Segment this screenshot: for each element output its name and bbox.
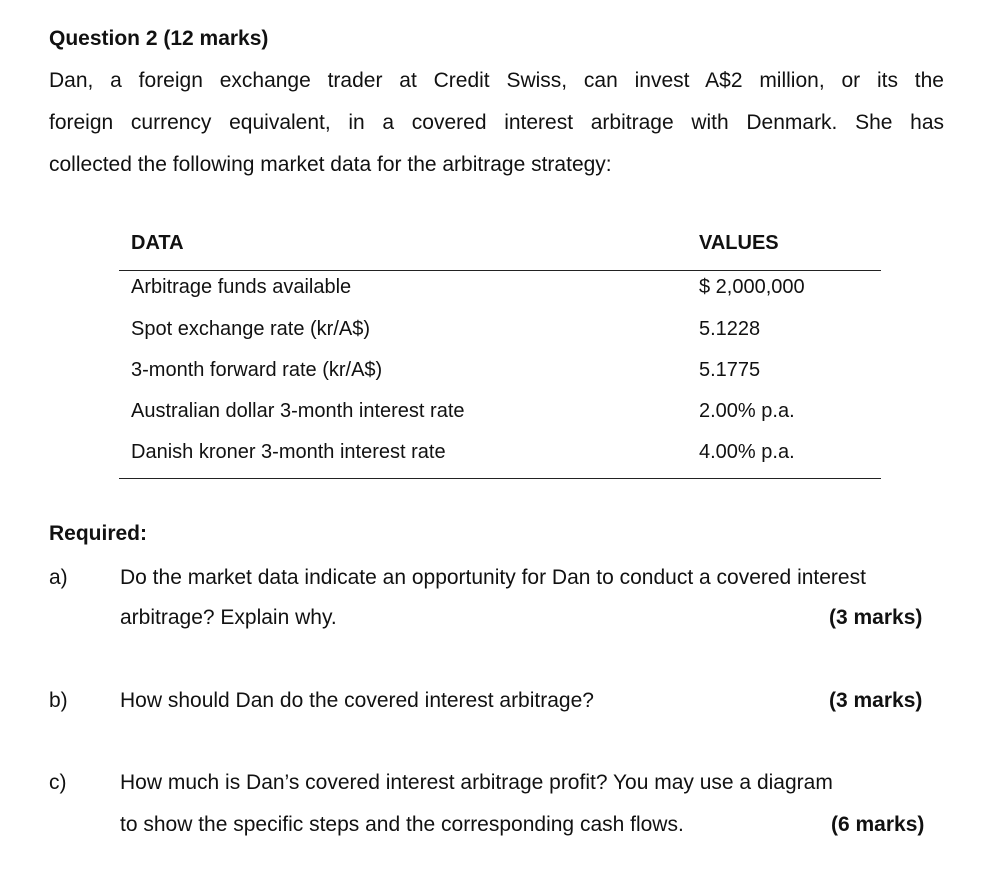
table-row-value: $ 2,000,000 xyxy=(699,276,805,298)
part-b-line-1: How should Dan do the covered interest arbitrage? xyxy=(120,689,594,712)
table-row-value: 2.00% p.a. xyxy=(699,400,795,422)
part-a-label: a) xyxy=(49,566,68,589)
part-c-label: c) xyxy=(49,771,67,794)
part-a-marks: (3 marks) xyxy=(829,606,923,629)
table-row-value: 4.00% p.a. xyxy=(699,441,795,463)
part-a-line-2: arbitrage? Explain why. xyxy=(120,606,337,629)
part-c-line-2: to show the specific steps and the corresponding cash flows. xyxy=(120,813,684,836)
table-header-data: DATA xyxy=(131,232,184,254)
table-bottom-rule xyxy=(119,478,881,479)
table-row-value: 5.1228 xyxy=(699,318,761,340)
intro-line-2: foreign currency equivalent, in a covered interest arbitrage with Denmark. She has xyxy=(49,111,944,134)
table-header-values: VALUES xyxy=(699,232,779,254)
table-row-label: 3-month forward rate (kr/A$) xyxy=(131,359,383,381)
part-a-line-1: Do the market data indicate an opportunity for Dan to conduct a covered interest xyxy=(120,566,866,589)
table-header-rule xyxy=(119,270,881,271)
question-title: Question 2 (12 marks) xyxy=(49,27,269,50)
intro-paragraph xyxy=(49,60,944,186)
table-row-label: Australian dollar 3-month interest rate xyxy=(131,400,465,422)
intro-line-3: collected the following market data for the arbitrage strategy: xyxy=(49,153,612,176)
part-c-line-1: How much is Dan’s covered interest arbitrage profit? You may use a diagram xyxy=(120,771,833,794)
required-heading: Required: xyxy=(49,522,148,545)
part-c-marks: (6 marks) xyxy=(831,813,925,836)
table-row-value: 5.1775 xyxy=(699,359,761,381)
part-b-marks: (3 marks) xyxy=(829,689,923,712)
part-b-label: b) xyxy=(49,689,68,712)
table-row-label: Arbitrage funds available xyxy=(131,276,352,298)
table-row-label: Spot exchange rate (kr/A$) xyxy=(131,318,371,340)
intro-line-1: Dan, a foreign exchange trader at Credit Swiss, can invest A$2 million, or its the xyxy=(49,69,944,92)
table-row-label: Danish kroner 3-month interest rate xyxy=(131,441,446,463)
